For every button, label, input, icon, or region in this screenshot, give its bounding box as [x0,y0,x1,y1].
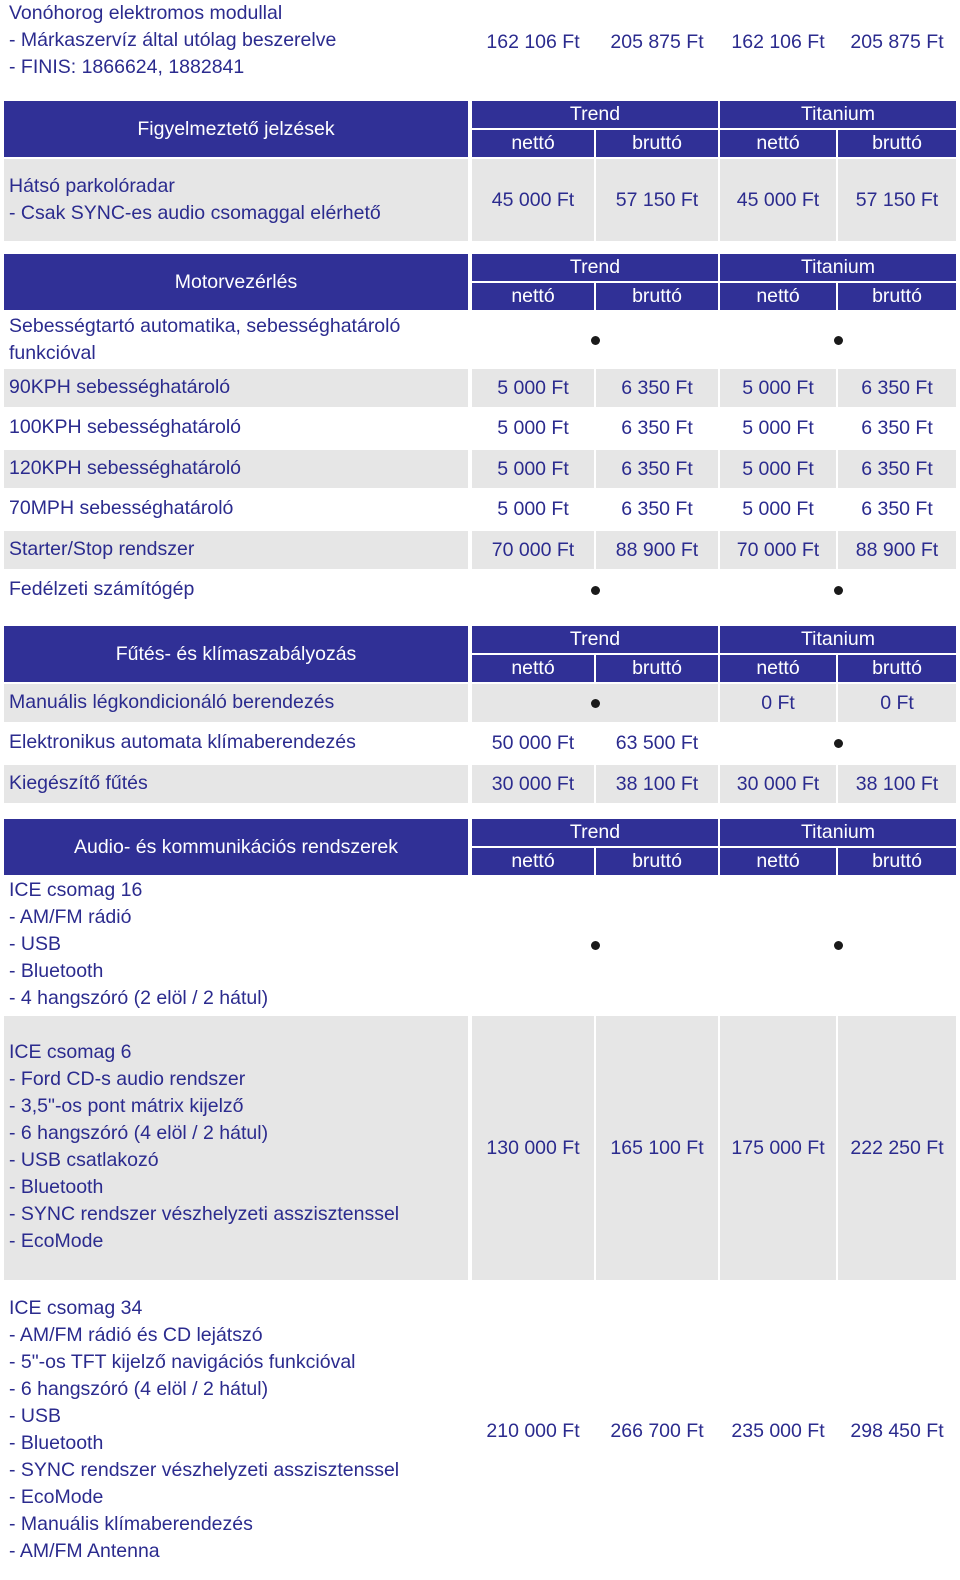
standard-titanium [720,876,956,1014]
price-titanium-brutto: 57 150 Ft [838,159,956,241]
price-trend-brutto: 57 150 Ft [596,159,718,241]
price-trend-netto: 162 106 Ft [486,30,580,53]
item-label: Elektronikus automata klímaberendezés [9,731,356,753]
standard-titanium [720,571,956,609]
item-label: ICE csomag 16 - AM/FM rádió - USB - Bluetooth - 4 hangszóró (2 elöl / 2 hátul) [9,879,269,1009]
standard-trend [472,312,718,368]
price-trend-brutto: 205 875 Ft [610,30,704,53]
item-label: 70MPH sebességhatároló [9,497,234,519]
option-row [0,159,960,241]
price-trend-brutto: 63 500 Ft [615,731,699,754]
price-trend-netto: 5 000 Ft [472,450,594,488]
price-titanium-brutto: 222 250 Ft [838,1016,956,1280]
standard-dot-icon [834,739,843,748]
price-titanium-brutto: 205 875 Ft [850,30,944,53]
section-title: Audio- és kommunikációs rendszerek [4,819,468,875]
item-label: Fedélzeti számítógép [9,578,195,600]
brutto-header: bruttó [838,848,956,875]
item-label: Starter/Stop rendszer [4,531,468,569]
item-label: Vonóhorog elektromos modullal - Márkaszervíz által utólag beszerelve - FINIS: 1866624, 1882841 [9,2,337,78]
trend-header: Trend [472,819,718,846]
brutto-header: bruttó [838,655,956,682]
titanium-header: Titanium [720,101,956,128]
option-row [0,312,960,368]
price-trend-brutto: 266 700 Ft [610,1419,704,1442]
price-titanium-netto: 5 000 Ft [742,416,814,439]
price-trend-netto: 5 000 Ft [497,416,569,439]
price-titanium-brutto: 88 900 Ft [838,531,956,569]
price-titanium-brutto: 6 350 Ft [838,369,956,407]
price-titanium-brutto: 0 Ft [838,684,956,722]
price-trend-brutto: 165 100 Ft [596,1016,718,1280]
price-trend-netto: 210 000 Ft [486,1419,580,1442]
price-titanium-netto: 0 Ft [720,684,836,722]
titanium-header: Titanium [720,819,956,846]
standard-dot-icon [591,699,600,708]
standard-dot-icon [834,586,843,595]
item-label: Manuális légkondicionáló berendezés [4,684,468,722]
price-trend-brutto: 6 350 Ft [621,416,693,439]
titanium-header: Titanium [720,254,956,281]
brutto-header: bruttó [596,130,718,157]
price-trend-netto: 5 000 Ft [472,369,594,407]
option-row [0,369,960,407]
price-titanium-netto: 5 000 Ft [742,497,814,520]
standard-titanium [720,312,956,368]
option-row [0,1282,960,1566]
option-row [0,765,960,803]
option-row [0,409,960,447]
item-label: 100KPH sebességhatároló [9,416,241,438]
trend-header: Trend [472,626,718,653]
standard-trend [472,876,718,1014]
price-trend-netto: 50 000 Ft [491,731,575,754]
option-row [0,571,960,609]
price-trend-brutto: 88 900 Ft [596,531,718,569]
standard-dot-icon [591,586,600,595]
top-item-row [0,0,960,84]
option-row [0,450,960,488]
price-titanium-netto: 70 000 Ft [720,531,836,569]
price-titanium-brutto: 298 450 Ft [850,1419,944,1442]
standard-titanium [720,724,956,762]
netto-header: nettó [472,848,594,875]
price-trend-brutto: 6 350 Ft [596,369,718,407]
price-titanium-netto: 5 000 Ft [720,450,836,488]
option-row [0,531,960,569]
trend-header: Trend [472,101,718,128]
price-titanium-netto: 45 000 Ft [720,159,836,241]
section-title: Figyelmeztető jelzések [4,101,468,157]
brutto-header: bruttó [596,848,718,875]
price-trend-netto: 45 000 Ft [472,159,594,241]
price-trend-brutto: 38 100 Ft [596,765,718,803]
item-label: Sebességtartó automatika, sebességhatároló funkcióval [9,315,401,364]
price-titanium-brutto: 38 100 Ft [838,765,956,803]
option-row [0,1016,960,1280]
option-row [0,876,960,1014]
standard-dot-icon [834,336,843,345]
price-trend-netto: 130 000 Ft [472,1016,594,1280]
option-row [0,724,960,762]
titanium-header: Titanium [720,626,956,653]
brutto-header: bruttó [596,283,718,310]
standard-dot-icon [591,336,600,345]
brutto-header: bruttó [838,283,956,310]
item-label: ICE csomag 34 - AM/FM rádió és CD lejátszó - 5"-os TFT kijelző navigációs funkcióval - 6 hangszóró (4 elöl / 2 hátul) - USB - Bluetooth - SYNC rendszer vészhelyzeti asszisztenssel - EcoMode - Manuális klímaberendezés - AM/FM Antenna [9,1297,400,1562]
price-trend-netto: 70 000 Ft [472,531,594,569]
standard-dot-icon [834,941,843,950]
standard-dot-icon [591,941,600,950]
price-trend-brutto: 6 350 Ft [596,450,718,488]
standard-trend [472,684,718,722]
section-header [0,626,960,682]
price-trend-netto: 5 000 Ft [497,497,569,520]
section-title: Motorvezérlés [4,254,468,310]
option-row [0,684,960,722]
price-trend-netto: 30 000 Ft [472,765,594,803]
netto-header: nettó [472,130,594,157]
brutto-header: bruttó [596,655,718,682]
brutto-header: bruttó [838,130,956,157]
price-titanium-netto: 235 000 Ft [731,1419,825,1442]
item-label: 120KPH sebességhatároló [4,450,468,488]
trend-header: Trend [472,254,718,281]
price-titanium-brutto: 6 350 Ft [838,450,956,488]
section-header [0,819,960,875]
price-titanium-netto: 5 000 Ft [720,369,836,407]
netto-header: nettó [720,130,836,157]
item-label: Kiegészítő fűtés [4,765,468,803]
item-label: ICE csomag 6 - Ford CD-s audio rendszer - 3,5"-os pont mátrix kijelző - 6 hangszóró (4 elöl / 2 hátul) - USB csatlakozó - Bluetooth - SYNC rendszer vészhelyzeti asszisztenssel - EcoMode [4,1016,468,1280]
section-header [0,254,960,310]
netto-header: nettó [720,848,836,875]
item-label: Hátsó parkolóradar - Csak SYNC-es audio csomaggal elérhető [4,159,468,241]
price-titanium-netto: 175 000 Ft [720,1016,836,1280]
price-titanium-netto: 30 000 Ft [720,765,836,803]
price-titanium-brutto: 6 350 Ft [861,497,933,520]
option-row [0,490,960,528]
item-label: 90KPH sebességhatároló [4,369,468,407]
section-title: Fűtés- és klímaszabályozás [4,626,468,682]
section-header [0,101,960,157]
netto-header: nettó [472,283,594,310]
netto-header: nettó [720,283,836,310]
standard-trend [472,571,718,609]
price-titanium-brutto: 6 350 Ft [861,416,933,439]
netto-header: nettó [720,655,836,682]
price-trend-brutto: 6 350 Ft [621,497,693,520]
netto-header: nettó [472,655,594,682]
price-titanium-netto: 162 106 Ft [731,30,825,53]
